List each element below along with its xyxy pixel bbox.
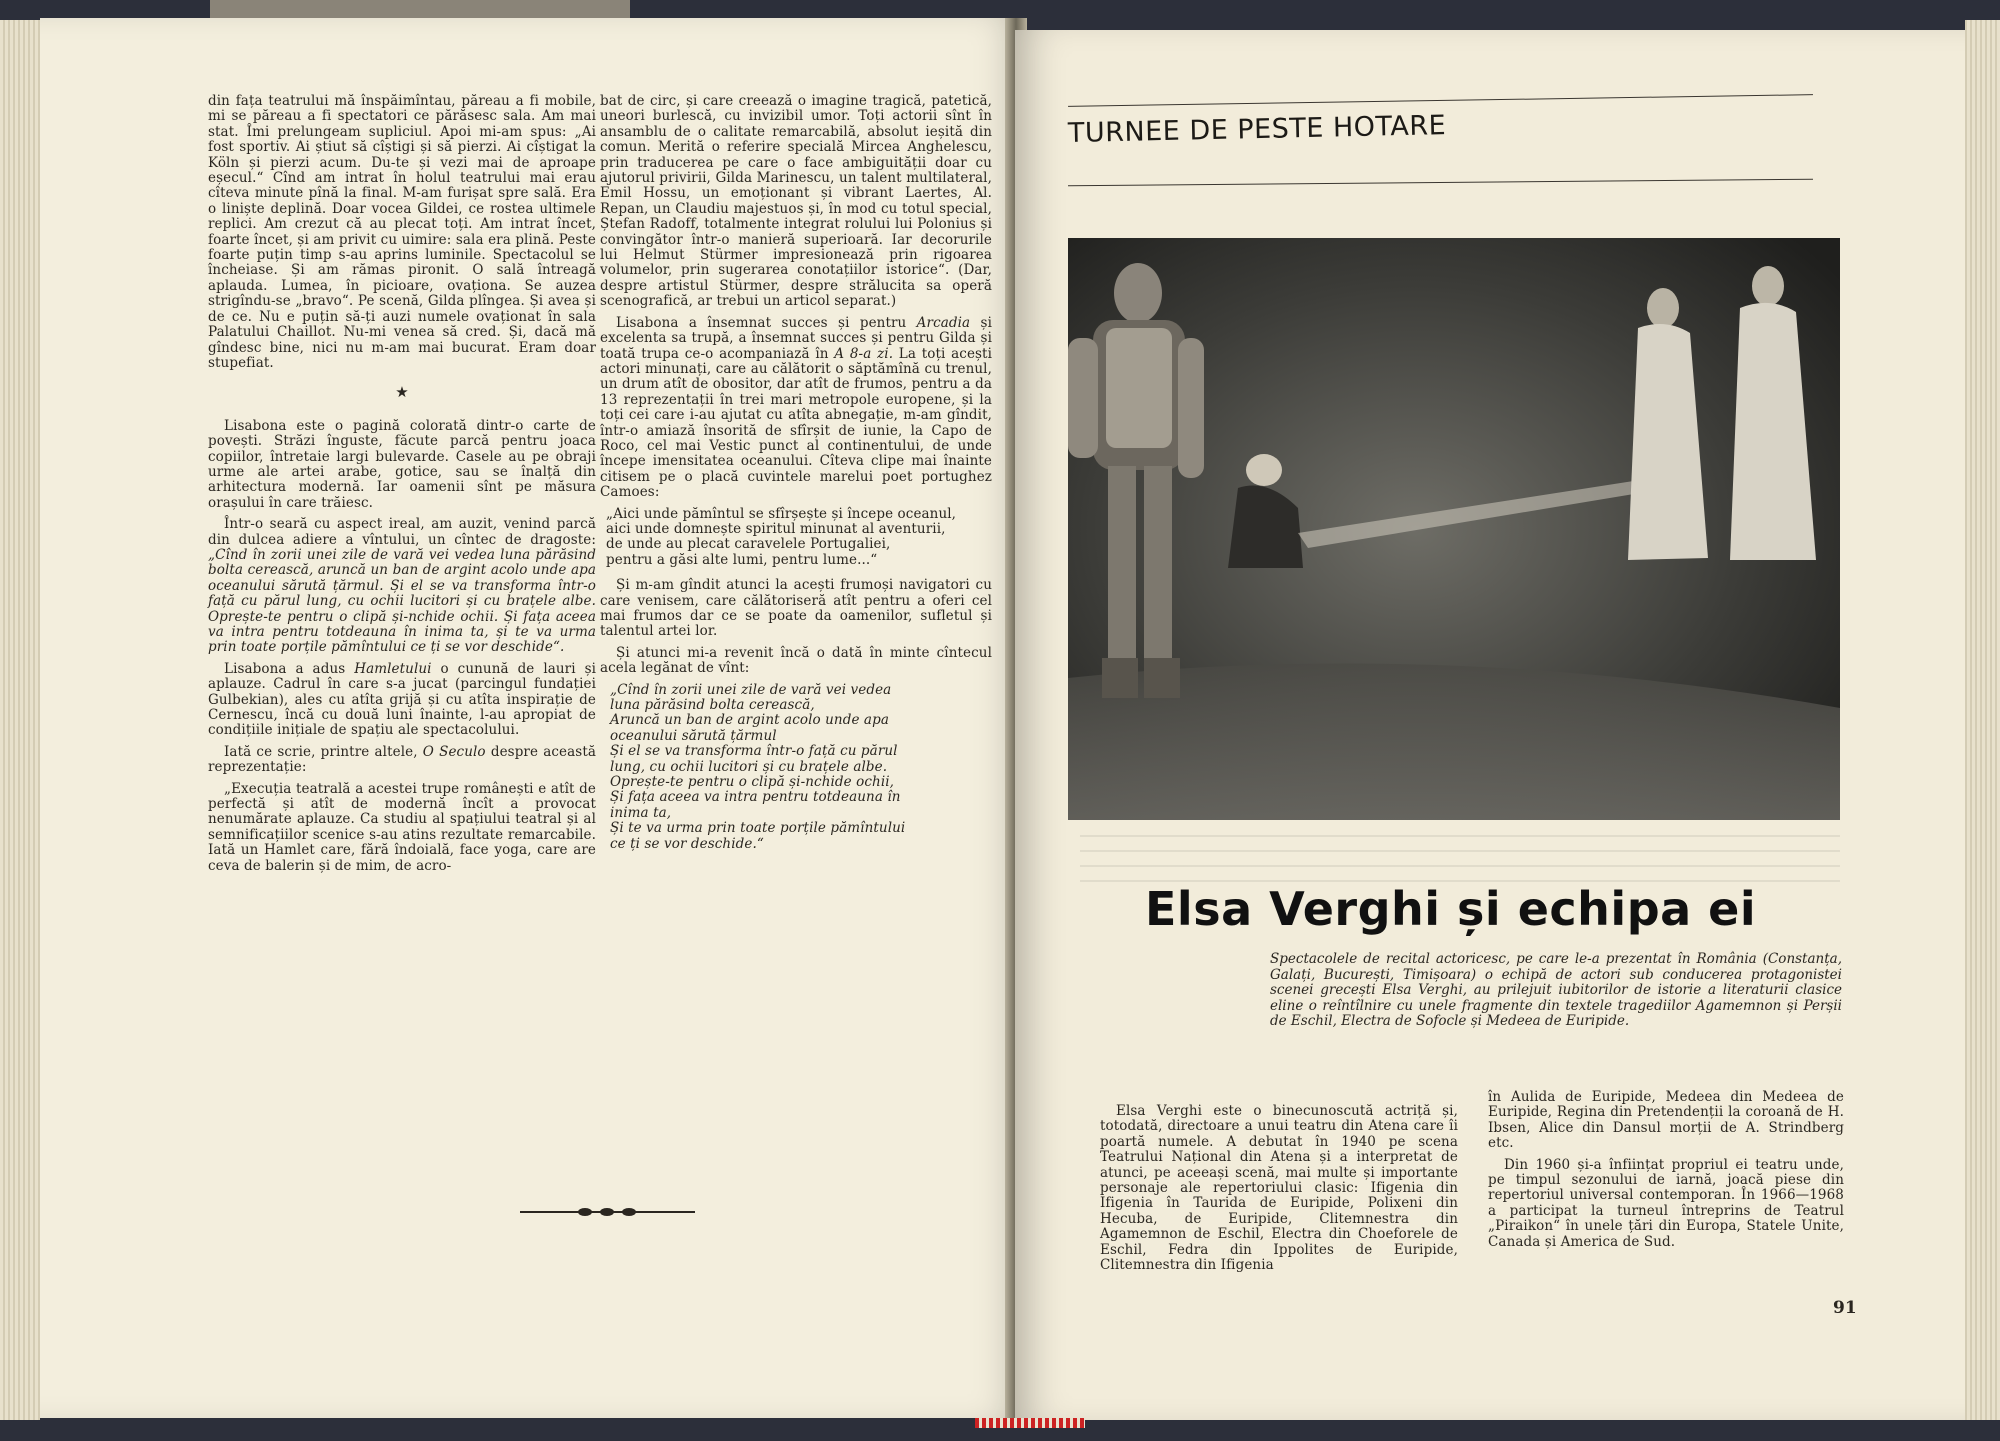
paragraph bbox=[208, 745, 596, 776]
text-run: o cunună de lauri și aplauze. Cadrul în care s-a jucat (parcingul fundației Gulbekian), ales cu atîta grijă și cu atîta inspirație de Cernescu, încă cu două luni înainte, l-au apropiat de condițiile inițiale de spațiu ale spectacolului. bbox=[208, 660, 597, 739]
section-star-separator: ★ bbox=[395, 383, 409, 402]
paragraph: bat de circ, și care creează o imagine tragică, patetică, uneori burlescă, cu invizibil umor. Toți actorii sînt în ansamblu de o calitate remarcabilă, absolut ieșită din comun. Merită o referire specială Mircea Anghelescu, prin traducerea pe care o face ambiguității doar cu ajutorul privirii, Gilda Marinescu, un talent multilateral, Emil Hossu, un emoționant și vibrant Laertes, Al. Repan, un Claudiu majestuos și, în mod cu totul special, Ștefan Radoff, totalmente integrat rolului lui Polonius și convingător într-o manieră superioară. Iar decorurile lui Helmut Stürmer impresionează prin rigoarea volumelor, prin sugerarea conotațiilor istorice“. (Dar, despre artistul Stürmer, despre strălucita sa operă scenografică, ar trebui un articol separat.) bbox=[600, 93, 992, 310]
text-italic: Arcadia bbox=[916, 314, 971, 331]
rule-ornament bbox=[578, 1208, 592, 1216]
paragraph bbox=[208, 662, 596, 739]
bookmark-ribbon bbox=[975, 1418, 1085, 1428]
paragraph: Și atunci mi-a revenit încă o dată în minte cîntecul acela legănat de vînt: bbox=[600, 644, 992, 677]
paragraph: în Aulida de Euripide, Medeea din Medeea de Euripide, Regina din Pretendenții la coroană de H. Ibsen, Alice din Dansul morții de A. Strindberg etc. bbox=[1488, 1089, 1844, 1152]
text-italic: A 8-a zi. bbox=[834, 345, 894, 362]
right-column-2 bbox=[1488, 1090, 1844, 1256]
quote-italic: „Cînd în zorii unei zile de vară vei vedea luna părăsind bolta cerească, aruncă un ban de argint acolo unde apa oceanului sărută țărmul. Și el se va transforma într-o față cu părul lung, cu ochii lucitori și cu brațele albe. Oprește-te pentru o clipă și-nchide ochii. Și fața aceea va intra pentru totdeauna în inima ta, și te va urma prin toate porțile pămîntului ce ți se vor deschide“. bbox=[208, 546, 596, 656]
section-rubric: TURNEE DE PESTE HOTARE bbox=[1067, 110, 1447, 149]
left-column-2 bbox=[600, 94, 992, 860]
page-number: 91 bbox=[1833, 1298, 1857, 1318]
left-column-1 bbox=[208, 94, 596, 880]
stage-photo-illustration bbox=[1068, 238, 1840, 820]
right-column-1 bbox=[1100, 1104, 1458, 1279]
paragraph: Elsa Verghi este o binecunoscută actriță și, totodată, directoare a unui teatru din Atena care îi poartă numele. A debutat în 1940 pe scena Teatrului Național din Atena și a interpretat de atunci, pe aceeași scenă, mai multe și importante personaje ale repertoriului clasic: Ifigenia din Ifigenia în Taurida de Euripide, Polixeni din Hecuba, de Euripide, Clitemnestra din Agamemnon de Eschil, Electra din Choeforele de Eschil, Fedra din Ippolites de Euripide, Clitemnestra din Ifigenia bbox=[1100, 1103, 1458, 1274]
text-run: Lisabona a însemnat succes și pentru bbox=[616, 314, 917, 331]
text-italic: Hamletului bbox=[354, 660, 432, 677]
text-run: Iată ce scrie, printre altele, bbox=[224, 743, 423, 760]
paragraph: „Execuția teatrală a acestei trupe românești e atît de perfectă și atît de modernă încît a provocat nenumărate aplauze. Ca studiu al spațiului teatral și al semnificațiilor scenice s-au atins rezultate remarcabile. Iată un Hamlet care, fără îndoială, face yoga, care are ceva de balerin și de mim, de acro- bbox=[208, 780, 596, 874]
paragraph bbox=[208, 517, 596, 656]
stage-photograph bbox=[1068, 238, 1840, 820]
rule-ornament bbox=[600, 1208, 614, 1216]
paragraph: Și m-am gîndit atunci la acești frumoși navigatori cu care venisem, care călătoriseră atît pentru a oferi cel mai frumos dar ce se poate da oamenilor, sufletul și talentul artei lor. bbox=[600, 577, 992, 640]
text-run: Într-o seară cu aspect ireal, am auzit, venind parcă din dulcea adiere a vîntului, un cîntec de dragoste: bbox=[208, 516, 596, 548]
rule-ornament bbox=[622, 1208, 636, 1216]
text-italic: O Seculo bbox=[422, 743, 486, 760]
article-headline: Elsa Verghi și echipa ei bbox=[1145, 882, 1757, 936]
paragraph: Din 1960 și-a înființat propriul ei teatru unde, pe timpul sezonului de iarnă, joacă piese din repertoriul universal contemporan. În 1966—1968 a participat la turneul întreprins de Teatrul „Piraikon“ în unele țări din Europa, Statele Unite, Canada și America de Sud. bbox=[1488, 1156, 1844, 1250]
text-run: și excelenta sa trupă, a însemnat succes și pentru Gilda și toată trupa ce-o acompaniază în bbox=[600, 314, 992, 362]
left-page-edges bbox=[0, 20, 40, 1420]
paragraph: Lisabona este o pagină colorată dintr-o carte de povești. Străzi înguste, făcute parcă pentru joaca copiilor, întretaie largi bulevarde. Casele au pe obraji urme ale artei arabe, gotice, sau se înalță din arhitectura modernă. Iar oamenii sînt pe măsura orașului în care trăiesc. bbox=[208, 417, 596, 511]
text-run: despre această reprezentație: bbox=[208, 743, 596, 776]
text-run: Lisabona a adus bbox=[224, 660, 355, 677]
paragraph bbox=[600, 316, 992, 501]
poem-quote: „Aici unde pămîntul se sfîrșește și începe oceanul, aici unde domnește spiritul minunat al aventurii, de unde au plecat caravelele Portugaliei, pentru a găsi alte lumi, pentru lume...“ bbox=[606, 505, 957, 568]
paragraph: din fața teatrului mă înspăimîntau, păreau a fi mobile, mi se păreau a fi spectatori ce părăsesc sala. Am mai stat. Îmi prelungeam supliciul. Apoi mi-am spus: „Ai fost sportiv. Ai știut să cîștigi și să pierzi. Ai cîștigat la Köln și pierzi acum. Du-te și vezi mai de aproape eșecul.“ Cînd am intrat în holul teatrului mai erau cîteva minute pînă la final. M-am furișat spre sală. Era o liniște deplină. Doar vocea Gildei, ce rostea ultimele replici. Am crezut că au plecat toți. Am intrat încet, foarte încet, și am privit cu uimire: sala era plină. Peste foarte puțin timp s-au aprins luminile. Spectacolul se încheiase. Și am rămas pironit. O sală întreagă aplauda. Lumea, în picioare, ovaționa. Se auzea strigîndu-se „bravo“. Pe scenă, Gilda plîngea. Și avea și de ce. Nu e puțin să-ți auzi numele ovaționat în sala Palatului Chaillot. Nu-mi venea să cred. Și, dacă mă gîndesc bine, nici nu m-am mai bucurat. Eram doar stupefiat. bbox=[208, 93, 596, 371]
decorative-end-rule bbox=[520, 1208, 695, 1216]
right-page-edges bbox=[1965, 20, 2000, 1420]
text-run: La toți acești actori minunați, care au călătorit o săptămînă cu trenul, un drum atît de obositor, dar atît de frumos, pentru a da 13 reprezentații în trei mari metropole europene, și la toți cei care i-au ajutat cu atîta abnegație, m-am gîndit, într-o amiază însorită de sfîrșit de iunie, la Capo de Roco, cel mai Vestic punct al continentului, de unde începe imensitatea oceanului. Cîteva clipe mai înainte citisem pe o placă cuvintele marelui poet portughez Camoes: bbox=[600, 345, 993, 501]
poem-quote-italic: „Cînd în zorii unei zile de vară vei vedea luna părăsind bolta cerească, Aruncă un ban de argint acolo unde apa oceanului sărută țărmul Și el se va transforma într-o față cu părul lung, cu ochii lucitori și cu brațele albe. Oprește-te pentru o clipă și-nchide ochii, Și fața aceea va intra pentru totdeauna în inima ta, Și te va urma prin toate porțile pămîntului ce ți se vor deschide.“ bbox=[610, 681, 906, 852]
show-through-text bbox=[1080, 822, 1840, 882]
left-page bbox=[40, 18, 1025, 1418]
article-lede: Spectacolele de recital actoricesc, pe care le-a prezentat în România (Constanța, Galați, București, Timișoara) o echipă de actori sub conducerea protagonistei scenei grecești Elsa Verghi, au prilejuit iubitorilor de istorie a literaturii clasice eline o reîntîlnire cu unele fragmente din textele tragediilor Agamemnon și Perșii de Eschil, Electra de Sofocle și Medeea de Euripide. bbox=[1270, 951, 1842, 1029]
